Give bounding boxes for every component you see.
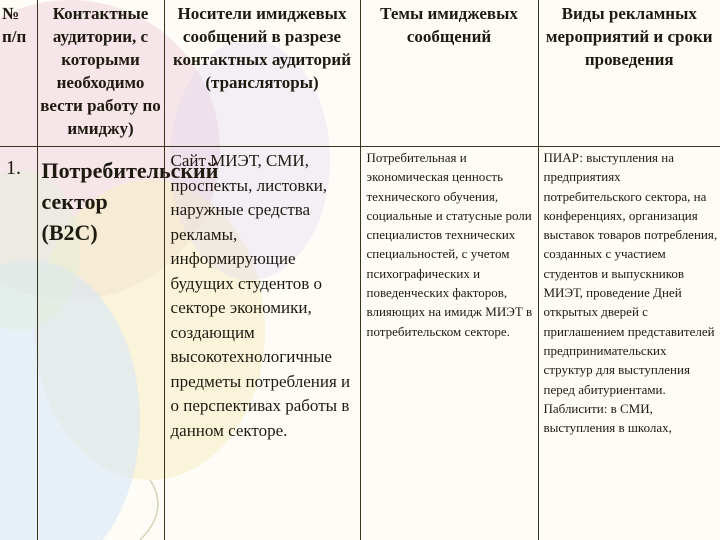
row-number: 1.	[0, 147, 37, 540]
row-events: ПИАР: выступления на предприятиях потребительского сектора, на конференциях, организация выставок товаров потребления, созданных с участием студентов и выпускников МИЭТ, проведение Дней открытых дверей с приглашением представителей предпринимательских структур для выступления перед абитуриентами. Паблисити: в СМИ, выступления в школах,	[538, 147, 720, 540]
table-row	[0, 147, 720, 540]
header-topics: Темы имиджевых сообщений	[360, 0, 538, 147]
table-header-row	[0, 0, 720, 147]
header-events: Виды рекламных мероприятий и сроки проведения	[538, 0, 720, 147]
header-carriers: Носители имиджевых сообщений в разрезе контактных аудиторий (трансляторы)	[164, 0, 360, 147]
header-audiences: Контактные аудитории, с которыми необходимо вести работу по имиджу)	[37, 0, 164, 147]
row-topics: Потребительная и экономическая ценность технического обучения, социальные и статусные роли специалистов технических специальностей, с учетом психографических и поведенческих факторов, влияющих на имидж МИЭТ в потребительском секторе.	[360, 147, 538, 540]
header-number: № п/п	[0, 0, 37, 147]
row-audience: Потребительский сектор (В2С)	[37, 147, 164, 540]
row-carriers: Сайт МИЭТ, СМИ, проспекты, листовки, наружные средства рекламы, информирующие будущих студентов о секторе экономики, создающим высокотехнологичные предметы потребления и о перспективах работы в данном секторе.	[164, 147, 360, 540]
